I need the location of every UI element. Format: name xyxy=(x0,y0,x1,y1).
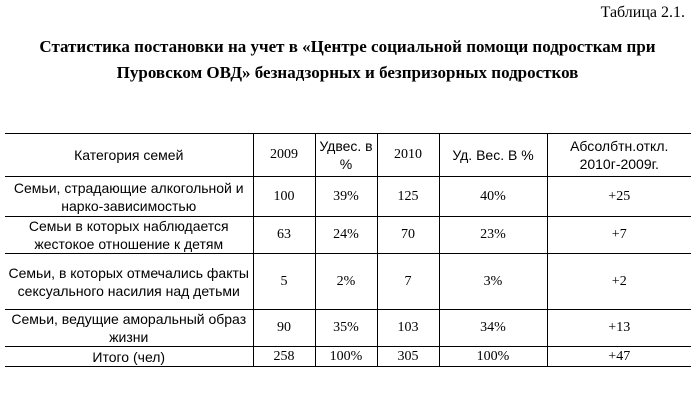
header-share-2010: Уд. Вес. В % xyxy=(439,134,547,177)
row-share-2009: 39% xyxy=(315,177,377,217)
row-value-2009: 63 xyxy=(253,217,315,254)
total-share-2009: 100% xyxy=(315,347,377,367)
total-share-2010: 100% xyxy=(439,347,547,367)
header-share-2009: Удвес. в % xyxy=(315,134,377,177)
table-title xyxy=(0,34,695,86)
header-delta: Абсолбтн.откл. 2010г-2009г. xyxy=(547,134,691,177)
row-delta: +25 xyxy=(547,177,691,217)
table-row xyxy=(5,254,691,310)
row-share-2009: 24% xyxy=(315,217,377,254)
row-category: Семьи, ведущие аморальный образ жизни xyxy=(5,310,253,347)
header-2009: 2009 xyxy=(253,134,315,177)
total-value-2009: 258 xyxy=(253,347,315,367)
row-value-2010: 7 xyxy=(377,254,439,310)
row-value-2009: 5 xyxy=(253,254,315,310)
row-share-2010: 34% xyxy=(439,310,547,347)
total-category: Итого (чел) xyxy=(5,347,253,367)
header-row xyxy=(5,134,691,177)
row-delta: +2 xyxy=(547,254,691,310)
title-line-2: Пуровском ОВД» безнадзорных и безпризорных подростков xyxy=(116,63,579,82)
row-category: Семьи в которых наблюдается жестокое отношение к детям xyxy=(5,217,253,254)
row-share-2010: 40% xyxy=(439,177,547,217)
row-value-2010: 70 xyxy=(377,217,439,254)
row-delta: +7 xyxy=(547,217,691,254)
table-row xyxy=(5,177,691,217)
row-value-2009: 100 xyxy=(253,177,315,217)
table-row xyxy=(5,310,691,347)
row-share-2010: 23% xyxy=(439,217,547,254)
row-value-2009: 90 xyxy=(253,310,315,347)
row-share-2009: 2% xyxy=(315,254,377,310)
row-share-2010: 3% xyxy=(439,254,547,310)
table-number: Таблица 2.1. xyxy=(600,4,685,21)
row-delta: +13 xyxy=(547,310,691,347)
header-category: Категория семей xyxy=(5,134,253,177)
title-line-1: Статистика постановки на учет в «Центре социальной помощи подросткам при xyxy=(39,37,656,56)
row-value-2010: 125 xyxy=(377,177,439,217)
statistics-table xyxy=(5,133,691,367)
total-value-2010: 305 xyxy=(377,347,439,367)
row-share-2009: 35% xyxy=(315,310,377,347)
table-row xyxy=(5,217,691,254)
total-delta: +47 xyxy=(547,347,691,367)
row-value-2010: 103 xyxy=(377,310,439,347)
total-row xyxy=(5,347,691,367)
row-category: Семьи, страдающие алкогольной и нарко-зависимостью xyxy=(5,177,253,217)
header-2010: 2010 xyxy=(377,134,439,177)
row-category: Семьи, в которых отмечались факты сексуального насилия над детьми xyxy=(5,254,253,310)
